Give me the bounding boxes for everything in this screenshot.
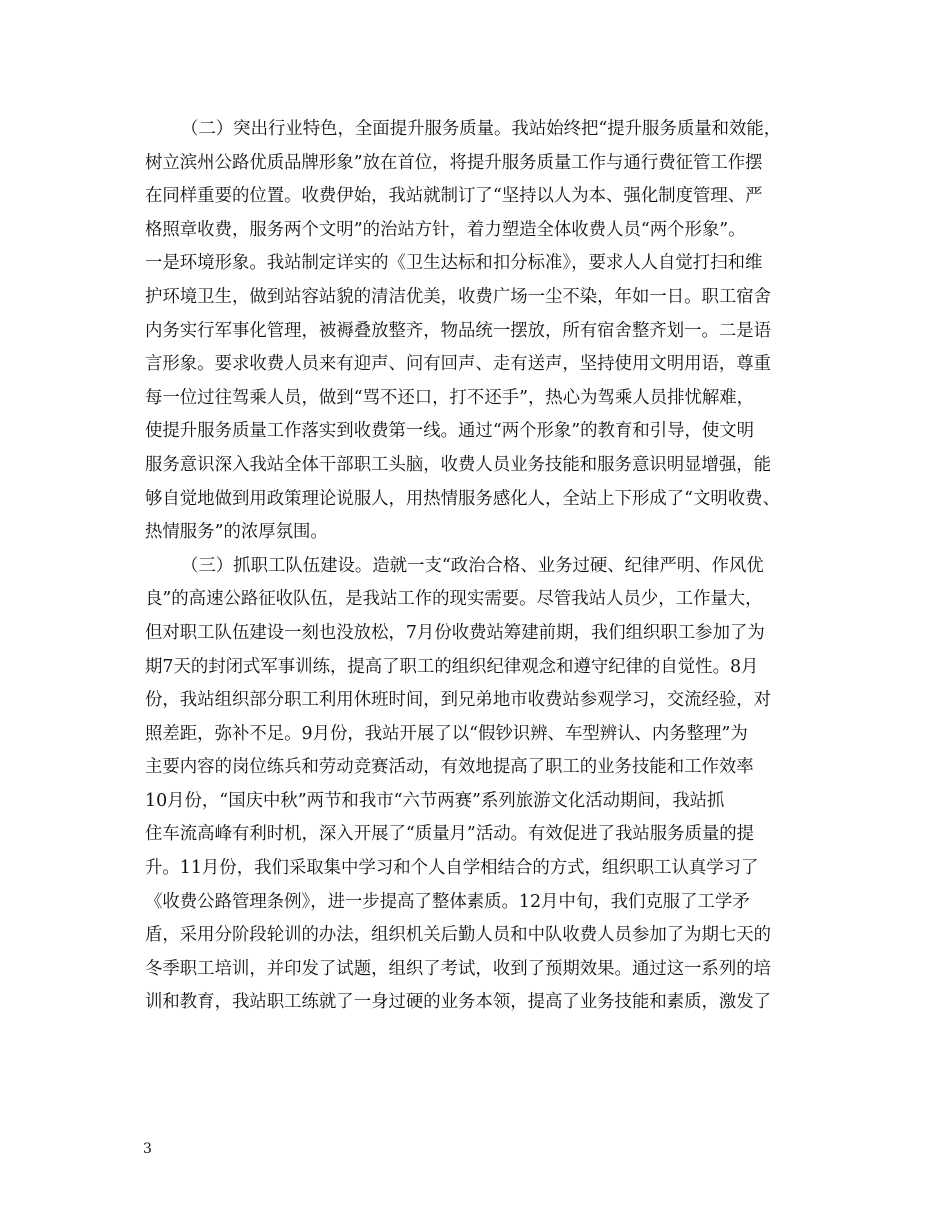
text-line: 树立滨州公路优质品牌形象”放在首位，将提升服务质量工作与通行费征管工作摆 (145, 152, 763, 173)
text-line: 格照章收费，服务两个文明”的治站方针，着力塑造全体收费人员“两个形象”。 (145, 219, 746, 240)
text-line: 照差距，弥补不足。9月份，我站开展了以“假钞识辨、车型辨认、内务整理”为 (145, 723, 748, 744)
text-line: 期7天的封闭式军事训练，提高了职工的组织纪律观念和遵守纪律的自觉性。8月 (145, 656, 759, 677)
text-line: （二）突出行业特色，全面提升服务质量。我站始终把“提升服务质量和效能， (181, 119, 782, 139)
text-line: 盾，采用分阶段轮训的办法，组织机关后勤人员和中队收费人员参加了为期七天的 (145, 925, 772, 946)
text-line: 在同样重要的位置。收费伊始，我站就制订了“坚持以人为本、强化制度管理、严 (145, 186, 763, 207)
text-line: 一是环境形象。我站制定详实的《卫生达标和扣分标准》，要求人人自觉打扫和维 (145, 253, 763, 274)
text-line: 冬季职工培训，并印发了试题，组织了考试，收到了预期效果。通过这一系列的培 (145, 958, 772, 979)
text-line: 升。11月份，我们采取集中学习和个人自学相结合的方式，组织职工认真学习了 (145, 858, 759, 879)
text-line: 每一位过往驾乘人员，做到“骂不还口，打不还手”，热心为驾乘人员排忧解难， (145, 387, 755, 408)
text-line: 住车流高峰有利时机，深入开展了“质量月”活动。有效促进了我站服务质量的提 (145, 824, 755, 845)
page-number: 3 (143, 1141, 152, 1157)
text-line: 使提升服务质量工作落实到收费第一线。通过“两个形象”的教育和引导，使文明 (145, 421, 755, 442)
text-line: 言形象。要求收费人员来有迎声、问有回声、走有送声，坚持使用文明用语，尊重 (145, 354, 772, 375)
text-line: 《收费公路管理条例》，进一步提高了整体素质。12月中旬，我们克服了工学矛 (145, 891, 750, 912)
text-line: 份，我站组织部分职工利用休班时间，到兄弟地市收费站参观学习，交流经验，对 (145, 690, 772, 711)
text-line: 训和教育，我站职工练就了一身过硬的业务本领，提高了业务技能和素质，激发了 (145, 992, 772, 1013)
text-line: 10月份，“国庆中秋”两节和我市“六节两赛”系列旅游文化活动期间，我站抓 (145, 790, 725, 811)
text-line: 良”的高速公路征收队伍，是我站工作的现实需要。尽管我站人员少，工作量大， (145, 589, 763, 610)
paragraph-team-building (145, 550, 815, 1020)
text-line: 主要内容的岗位练兵和劳动竞赛活动，有效地提高了职工的业务技能和工作效率 (145, 757, 754, 778)
text-line: 内务实行军事化管理，被褥叠放整齐，物品统一摆放，所有宿舍整齐划一。二是语 (145, 320, 772, 341)
text-line: （三）抓职工队伍建设。造就一支“政治合格、业务过硬、纪律严明、作风优 (181, 555, 764, 576)
text-line: 够自觉地做到用政策理论说服人，用热情服务感化人，全站上下形成了“文明收费、 (145, 488, 780, 509)
text-line: 服务意识深入我站全体干部职工头脑，收费人员业务技能和服务意识明显增强，能 (145, 454, 772, 475)
text-line: 但对职工队伍建设一刻也没放松，7月份收费站筹建前期，我们组织职工参加了为 (145, 622, 765, 643)
paragraph-service-quality (145, 113, 815, 550)
body-text (145, 113, 815, 1020)
text-line: 护环境卫生，做到站容站貌的清洁优美，收费广场一尘不染，年如一日。职工宿舍 (145, 286, 772, 307)
text-line: 热情服务”的浓厚氛围。 (145, 522, 328, 543)
